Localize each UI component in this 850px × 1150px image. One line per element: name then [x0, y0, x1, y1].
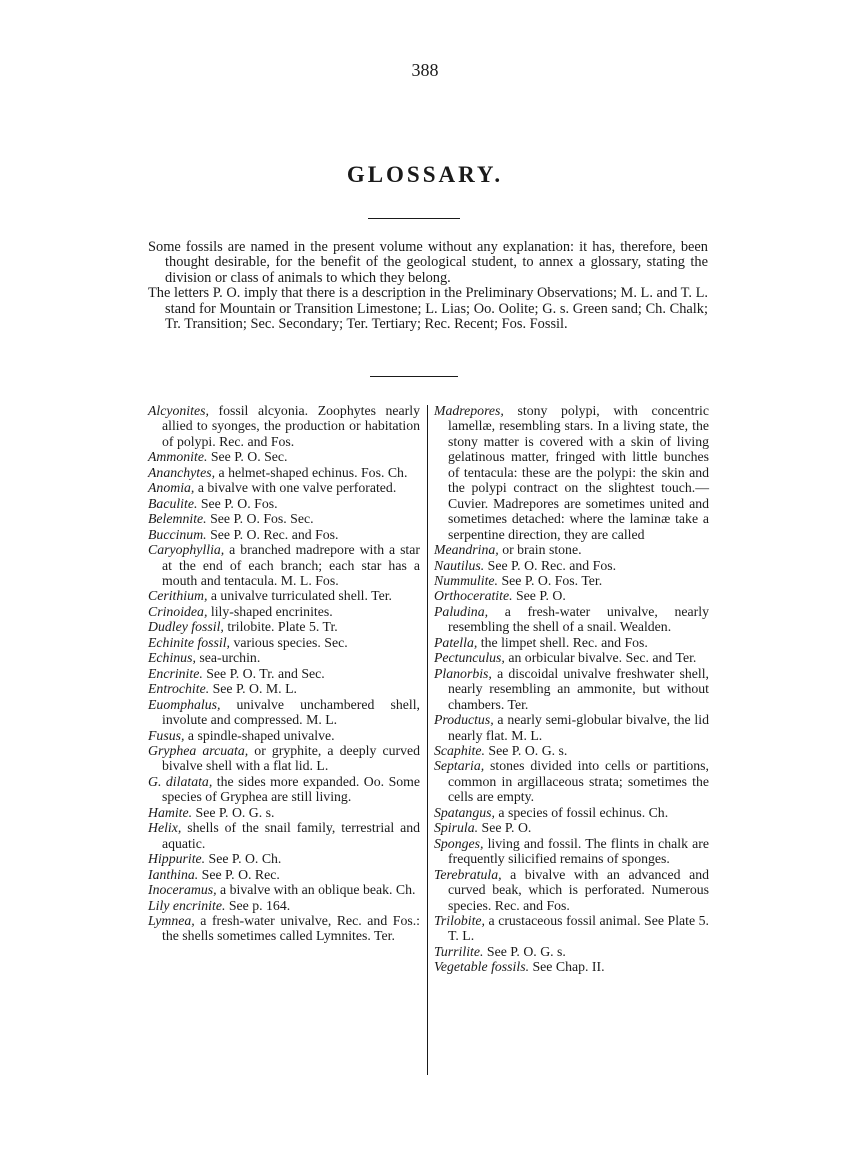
glossary-entry — [434, 604, 709, 635]
glossary-definition: See P. O. Rec. and Fos. — [484, 557, 617, 573]
glossary-definition: the sides more expanded. Oo. Some species of Gryphea are still living. — [162, 773, 420, 805]
glossary-term: Paludina, — [434, 603, 489, 619]
glossary-term: Euomphalus, — [148, 696, 221, 712]
glossary-definition: the limpet shell. Rec. and Fos. — [477, 634, 648, 650]
glossary-term: Lily encrinite. — [148, 897, 226, 913]
glossary-entry — [434, 820, 709, 835]
glossary-term: Lymnea, — [148, 912, 195, 928]
glossary-definition: or gryphite, a deeply curved bivalve shell with a flat lid. L. — [162, 742, 420, 774]
glossary-definition: an orbicular bivalve. Sec. and Ter. — [504, 650, 697, 666]
intro-rule — [370, 376, 458, 377]
glossary-entry — [148, 650, 420, 665]
glossary-term: Alcyonites, — [148, 403, 209, 418]
intro-paragraph-2: The letters P. O. imply that there is a description in the Preliminary Observations; M. L. and T. L. stand for Mountain or Transition Limestone; L. Lias; Oo. Oolite; G. s. Green sand; Ch. Chalk; Tr. Transition; Sec. Secondary; Ter. Tertiary; Rec. Recent; Fos. Fossil. — [148, 285, 708, 333]
glossary-term: Trilobite, — [434, 912, 485, 928]
glossary-entry — [148, 527, 420, 542]
glossary-definition: See P. O. M. L. — [209, 681, 297, 697]
glossary-definition: See P. O. Rec. and Fos. — [206, 526, 339, 542]
glossary-entry — [148, 449, 420, 464]
glossary-definition: univalve unchambered shell, involute and compressed. M. L. — [162, 696, 420, 728]
intro-paragraph-1: Some fossils are named in the present volume without any explanation: it has, therefore, been thought desirable, for the benefit of the geological student, to annex a glossary, stating the division or class of animals to which they belong. — [148, 239, 708, 286]
glossary-term: Echinite fossil, — [148, 634, 231, 650]
glossary-definition: a univalve turriculated shell. Ter. — [207, 588, 392, 604]
glossary-entry — [434, 403, 709, 542]
glossary-definition: stony polypi, with concentric lamellæ, resembling stars. In a living state, the stony matter is covered with a skin of living gelatinous matter, fringed with little bunches of tentacula: these are the polypi: the skin and the polypi contract on the slightest touch.—Cuvier. Madrepores are sometimes united and sometimes detached: where the laminæ take a serpentine direction, they are called — [448, 403, 709, 542]
glossary-term: Vegetable fossils. — [434, 959, 530, 975]
glossary-entry — [148, 511, 420, 526]
glossary-term: Buccinum. — [148, 526, 207, 542]
glossary-definition: a bivalve with an oblique beak. Ch. — [216, 882, 416, 898]
glossary-definition: See p. 164. — [225, 897, 291, 913]
glossary-entry — [434, 959, 709, 974]
glossary-definition: See P. O. Fos. Sec. — [206, 511, 314, 527]
glossary-definition: See Chap. II. — [529, 959, 605, 975]
glossary-term: Nautilus. — [434, 557, 485, 573]
page-number: 388 — [411, 60, 439, 80]
glossary-right-column — [434, 403, 709, 975]
glossary-entry — [434, 712, 709, 743]
glossary-entry — [148, 403, 420, 449]
glossary-definition: a nearly semi-globular bivalve, the lid nearly flat. M. L. — [448, 712, 709, 743]
glossary-term: Anomia, — [148, 480, 195, 496]
glossary-entry — [434, 743, 709, 758]
glossary-entry — [434, 666, 709, 712]
glossary-term: Fusus, — [148, 727, 185, 743]
glossary-entry — [148, 728, 420, 743]
glossary-term: Madrepores, — [434, 403, 504, 418]
glossary-left-column — [148, 403, 420, 944]
intro — [148, 240, 708, 332]
glossary-definition: See P. O. Tr. and Sec. — [202, 665, 325, 681]
glossary-term: Hamite. — [148, 804, 193, 820]
glossary-term: Sponges, — [434, 835, 484, 851]
glossary-entry — [434, 588, 709, 603]
glossary-term: Septaria, — [434, 758, 485, 774]
glossary-entry — [148, 496, 420, 511]
glossary-term: Pectunculus, — [434, 650, 505, 666]
glossary-term: Productus, — [434, 712, 494, 728]
page-title: GLOSSARY. — [346, 162, 504, 187]
glossary-term: Hippurite. — [148, 851, 206, 867]
glossary-term: Cerithium, — [148, 588, 208, 604]
glossary-term: Baculite. — [148, 495, 198, 511]
glossary-entry — [148, 619, 420, 634]
glossary-term: Ananchytes, — [148, 464, 216, 480]
glossary-term: Ianthina. — [148, 866, 199, 882]
glossary-definition: a discoidal univalve freshwater shell, nearly resembling an ammonite, but without chambers. Ter. — [448, 665, 709, 712]
glossary-definition: See P. O. Ch. — [205, 851, 282, 867]
glossary-entry — [148, 604, 420, 619]
glossary-term: Terebratula, — [434, 866, 502, 882]
glossary-definition: See P. O. Fos. — [197, 495, 278, 511]
glossary-definition: a bivalve with one valve perforated. — [194, 480, 397, 496]
glossary-entry — [148, 465, 420, 480]
glossary-entry — [148, 542, 420, 588]
glossary-entry — [148, 805, 420, 820]
glossary-definition: stones divided into cells or partitions, common in argillaceous strata; sometimes the cells are empty. — [448, 758, 709, 805]
glossary-term: Orthoceratite. — [434, 588, 513, 604]
glossary-term: Belemnite. — [148, 511, 207, 527]
glossary-entry — [148, 913, 420, 944]
glossary-definition: See P. O. G. s. — [483, 943, 566, 959]
glossary-definition: a helmet-shaped echinus. Fos. Ch. — [215, 464, 408, 480]
glossary-definition: a fresh-water univalve, Rec. and Fos.: the shells sometimes called Lymnites. Ter. — [162, 912, 420, 944]
glossary-term: Caryophyllia, — [148, 542, 225, 558]
glossary-term: Entrochite. — [148, 681, 210, 697]
glossary-entry — [148, 635, 420, 650]
glossary-definition: a species of fossil echinus. Ch. — [494, 804, 669, 820]
glossary-term: Nummulite. — [434, 572, 498, 588]
glossary-definition: See P. O. G. s. — [192, 804, 275, 820]
glossary-entry — [148, 681, 420, 696]
glossary-entry — [148, 666, 420, 681]
glossary-term: Helix, — [148, 820, 182, 836]
glossary-term: Encrinite. — [148, 665, 203, 681]
glossary-definition: living and fossil. The flints in chalk are frequently silicified remains of sponges. — [448, 835, 709, 867]
glossary-definition: various species. Sec. — [230, 634, 348, 650]
glossary-term: Patella, — [434, 634, 478, 650]
glossary-term: Crinoidea, — [148, 603, 208, 619]
glossary-definition: See P. O. Fos. Ter. — [498, 572, 603, 588]
glossary-definition: See P. O. Rec. — [198, 866, 280, 882]
glossary-entry — [148, 774, 420, 805]
glossary-term: Meandrina, — [434, 542, 499, 558]
glossary-entry — [148, 743, 420, 774]
glossary-term: Gryphea arcuata, — [148, 742, 249, 758]
glossary-definition: See P. O. G. s. — [484, 742, 568, 758]
glossary-term: Scaphite. — [434, 742, 485, 758]
glossary-entry — [434, 805, 709, 820]
glossary-term: G. dilatata, — [148, 773, 213, 789]
glossary-entry — [434, 867, 709, 913]
glossary-entry — [434, 542, 709, 557]
column-divider — [427, 405, 428, 1075]
glossary-entry — [148, 588, 420, 603]
glossary-definition: a branched madrepore with a star at the end of each branch; each star has a mouth and tentacula. M. L. Fos. — [162, 542, 420, 588]
glossary-definition: a bivalve with an advanced and curved beak, which is perforated. Numerous species. Rec. and Fos. — [448, 866, 709, 913]
glossary-definition: See P. O. — [478, 820, 532, 836]
glossary-term: Dudley fossil, — [148, 619, 224, 635]
glossary-entry — [434, 913, 709, 944]
title-rule — [368, 218, 460, 219]
glossary-term: Spirula. — [434, 820, 479, 836]
glossary-definition: trilobite. Plate 5. Tr. — [223, 619, 338, 635]
glossary-definition: See P. O. — [512, 588, 566, 604]
glossary-entry — [148, 820, 420, 851]
glossary-entry — [434, 558, 709, 573]
glossary-entry — [434, 650, 709, 665]
glossary-definition: a spindle-shaped univalve. — [184, 727, 335, 743]
glossary-term: Planorbis, — [434, 665, 492, 681]
glossary-definition: or brain stone. — [498, 542, 582, 558]
glossary-definition: See P. O. Sec. — [207, 449, 288, 465]
glossary-entry — [434, 573, 709, 588]
glossary-entry — [148, 867, 420, 882]
glossary-entry — [434, 836, 709, 867]
glossary-entry — [434, 758, 709, 804]
glossary-entry — [148, 851, 420, 866]
glossary-entry — [434, 635, 709, 650]
glossary-definition: shells of the snail family, terrestrial and aquatic. — [162, 820, 420, 851]
glossary-definition: lily-shaped encrinites. — [207, 603, 333, 619]
glossary-definition: fossil alcyonia. Zoophytes nearly allied to syonges, the production or habitation of polypi. Rec. and Fos. — [162, 403, 420, 449]
glossary-term: Echinus, — [148, 650, 196, 666]
glossary-term: Inoceramus, — [148, 882, 217, 898]
glossary-term: Ammonite. — [148, 449, 208, 465]
glossary-term: Turrilite. — [434, 943, 484, 959]
glossary-entry — [434, 944, 709, 959]
glossary-entry — [148, 898, 420, 913]
glossary-entry — [148, 480, 420, 495]
glossary-term: Spatangus, — [434, 804, 495, 820]
glossary-entry — [148, 697, 420, 728]
glossary-definition: sea-urchin. — [195, 650, 261, 666]
glossary-entry — [148, 882, 420, 897]
glossary-definition: a crustaceous fossil animal. See Plate 5. T. L. — [448, 912, 709, 944]
glossary-definition: a fresh-water univalve, nearly resembling the shell of a snail. Wealden. — [448, 603, 709, 635]
